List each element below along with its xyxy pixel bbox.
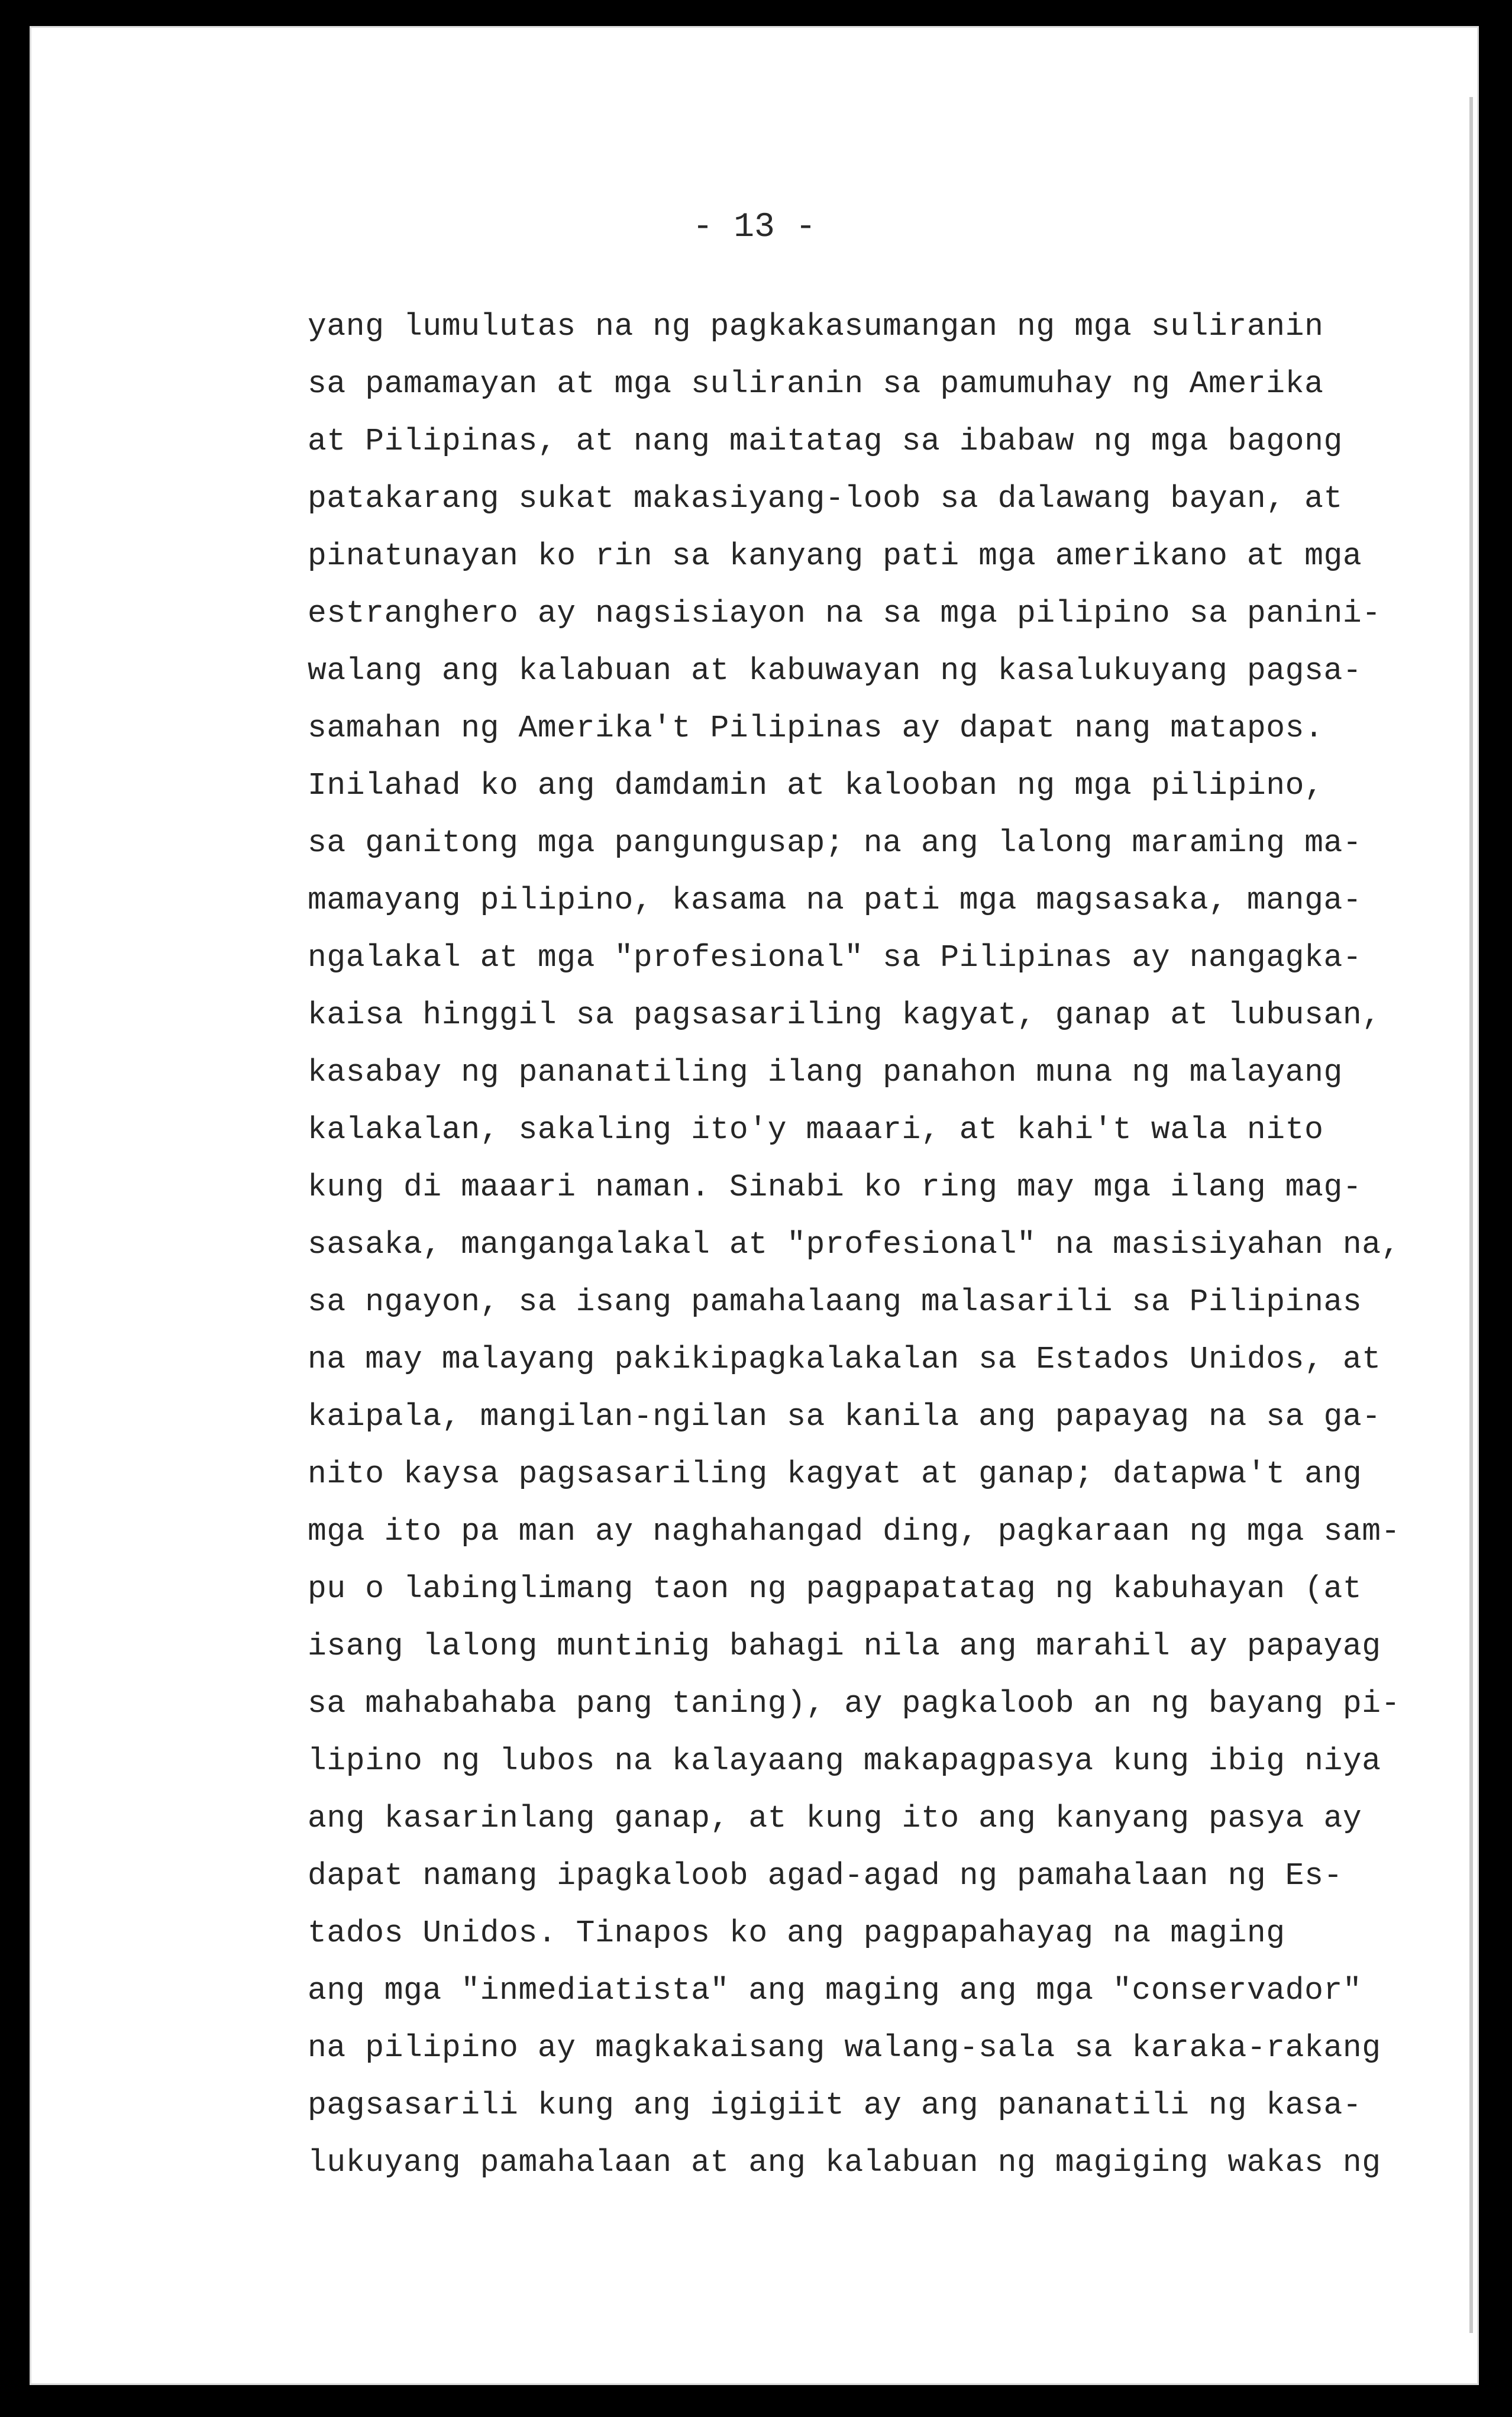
text-line: walang ang kalabuan at kabuwayan ng kasalukuyang pagsa-	[308, 653, 1362, 689]
text-line: ngalakal at mga "profesional" sa Pilipinas ay nangagka-	[308, 940, 1362, 975]
page-edge-shadow	[1469, 97, 1473, 2333]
text-line: mamayang pilipino, kasama na pati mga magsasaka, manga-	[308, 883, 1362, 918]
text-line: lipino ng lubos na kalayaang makapagpasya kung ibig niya	[308, 1743, 1381, 1779]
text-line: pinatunayan ko rin sa kanyang pati mga amerikano at mga	[308, 538, 1362, 574]
document-page	[30, 26, 1479, 2385]
text-line: dapat namang ipagkaloob agad-agad ng pamahalaan ng Es-	[308, 1858, 1343, 1893]
text-line: tados Unidos. Tinapos ko ang pagpapahayag na maging	[308, 1915, 1285, 1951]
text-line: pu o labinglimang taon ng pagpapatatag ng kabuhayan (at	[308, 1571, 1362, 1607]
text-line: isang lalong muntinig bahagi nila ang marahil ay papayag	[308, 1628, 1381, 1664]
text-line: Inilahad ko ang damdamin at kalooban ng mga pilipino,	[308, 768, 1324, 803]
text-line: sa pamamayan at mga suliranin sa pamumuhay ng Amerika	[308, 366, 1324, 402]
text-line: mga ito pa man ay naghahangad ding, pagkaraan ng mga sam-	[308, 1514, 1401, 1549]
text-line: kalakalan, sakaling ito'y maaari, at kahi't wala nito	[308, 1112, 1324, 1148]
text-line: samahan ng Amerika't Pilipinas ay dapat nang matapos.	[308, 710, 1324, 746]
text-line: ang kasarinlang ganap, at kung ito ang kanyang pasya ay	[308, 1801, 1362, 1836]
text-line: patakarang sukat makasiyang-loob sa dalawang bayan, at	[308, 481, 1343, 516]
text-line: sa ganitong mga pangungusap; na ang lalong maraming ma-	[308, 825, 1362, 861]
text-line: at Pilipinas, at nang maitatag sa ibabaw ng mga bagong	[308, 424, 1343, 459]
text-line: ang mga "inmediatista" ang maging ang mga "conservador"	[308, 1973, 1362, 2008]
text-line: sasaka, mangangalakal at "profesional" na masisiyahan na,	[308, 1227, 1401, 1262]
text-line: kasabay ng pananatiling ilang panahon muna ng malayang	[308, 1055, 1343, 1090]
text-line: kaisa hinggil sa pagsasariling kagyat, ganap at lubusan,	[308, 997, 1381, 1033]
page-number: - 13 -	[692, 208, 816, 247]
text-line: sa mahabahaba pang taning), ay pagkaloob an ng bayang pi-	[308, 1686, 1401, 1721]
text-line: kung di maaari naman. Sinabi ko ring may mga ilang mag-	[308, 1169, 1362, 1205]
text-line: na may malayang pakikipagkalakalan sa Estados Unidos, at	[308, 1342, 1381, 1377]
text-line: nito kaysa pagsasariling kagyat at ganap; datapwa't ang	[308, 1456, 1362, 1492]
text-line: sa ngayon, sa isang pamahalaang malasarili sa Pilipinas	[308, 1284, 1362, 1320]
text-line: kaipala, mangilan-ngilan sa kanila ang papayag na sa ga-	[308, 1399, 1381, 1434]
body-text	[308, 298, 1401, 2192]
text-line: yang lumulutas na ng pagkakasumangan ng mga suliranin	[308, 309, 1324, 344]
text-line: na pilipino ay magkakaisang walang-sala sa karaka-rakang	[308, 2030, 1381, 2066]
text-line: lukuyang pamahalaan at ang kalabuan ng magiging wakas ng	[308, 2145, 1381, 2180]
text-line: estranghero ay nagsisiayon na sa mga pilipino sa panini-	[308, 596, 1381, 631]
text-line: pagsasarili kung ang igigiit ay ang pananatili ng kasa-	[308, 2088, 1362, 2123]
